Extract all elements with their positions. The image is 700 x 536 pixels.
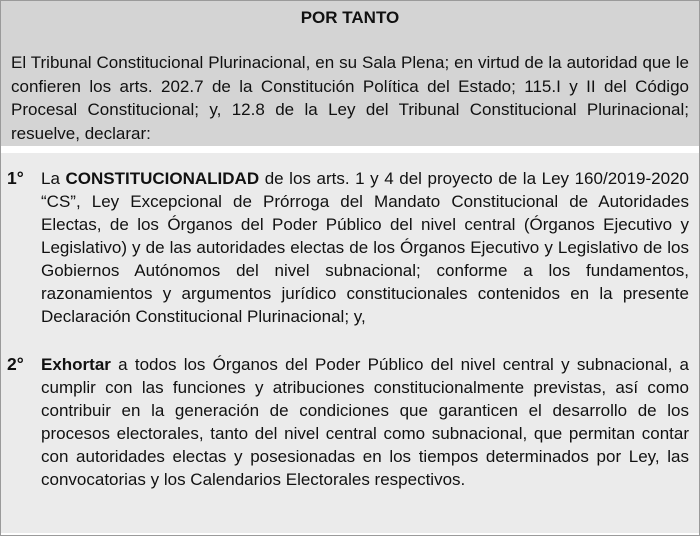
resolution-list <box>1 153 699 533</box>
item-rest: de los arts. 1 y 4 del proyecto de la Ley 160/2019-2020 “CS”, Ley Excepcional de Prórroga del Mandato Constitucional de Autoridades Electas, de los Órganos del Poder Público del nivel central (Órganos Ejecutivo y Legislativo) y de las autoridades electas de los Órganos Ejecutivo y Legislativo de los Gobiernos Autónomos del nivel subnacional; conforme a los fundamentos, razonamientos y argumentos jurídico constitucionales contenidos en la presente Declaración Constitucional Plurinacional; y, <box>41 169 689 326</box>
intro-paragraph: El Tribunal Constitucional Plurinacional, en su Sala Plena; en virtud de la autoridad que le confieren los arts. 202.7 de la Constitución Política del Estado; 115.I y II del Código Procesal Constitucional; y, 12.8 de la Ley del Tribunal Constitucional Plurinacional; resuelve, declarar: <box>11 53 689 143</box>
item-bold-term: Exhortar <box>41 355 111 374</box>
resolution-item-1 <box>7 167 689 328</box>
item-number: 2° <box>7 354 24 374</box>
section-divider <box>1 146 699 153</box>
section-title: POR TANTO <box>300 8 400 27</box>
header-section <box>1 1 699 146</box>
item-text <box>41 353 689 491</box>
item-lead: La <box>41 169 66 188</box>
resolution-item-2 <box>7 353 689 491</box>
item-bold-term: CONSTITUCIONALIDAD <box>65 169 260 188</box>
item-number: 1° <box>7 168 24 188</box>
item-rest: a todos los Órganos del Poder Público del nivel central y subnacional, a cumplir con las funciones y atribuciones constitucionalmente previstas, así como contribuir en la generación de condiciones que garanticen el desarrollo de los procesos electorales, tanto del nivel central como subnacional, que permitan contar con autoridades electas y posesionadas en los tiempos determinados por Ley, las convocatorias y los Calendarios Electorales respectivos. <box>41 355 689 489</box>
item-text <box>41 167 689 328</box>
